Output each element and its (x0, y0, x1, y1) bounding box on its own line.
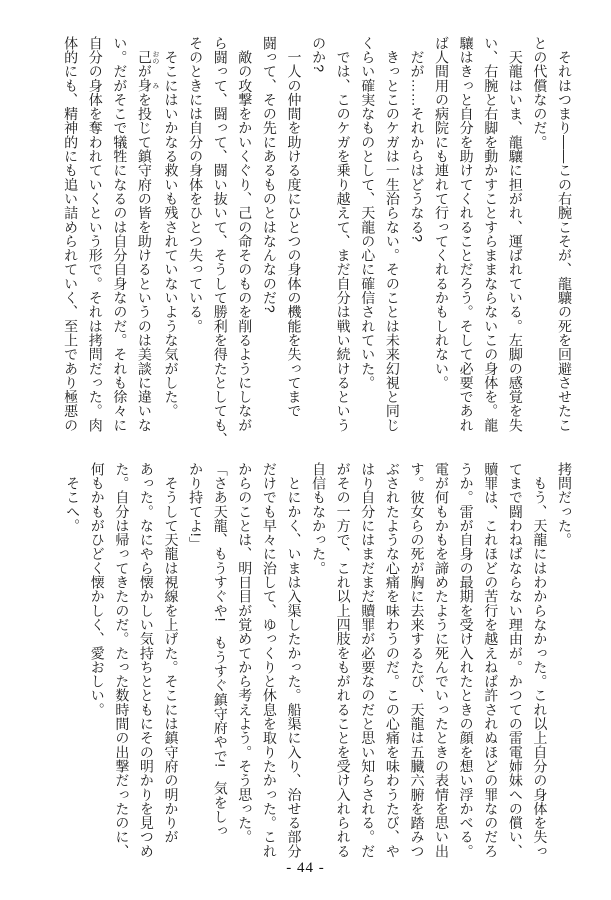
text-line: 己 おのが身 みを投じて鎮守府の皆を助けるというのは美談に違いな (136, 50, 159, 433)
text-line: そこにはいかなる救いも残されていないような気がした。 (163, 36, 180, 419)
text-line: た。自分は帰ってきたのだ。たった数時間の出撃だったのに、 (114, 462, 131, 859)
text-line: 驤はきっと自分を助けてくれることだろう。そして必要であれ (458, 36, 475, 433)
furigana-ruby: 身 み (136, 78, 159, 93)
text-line: そのときには自分の身体をひとつ失っている。 (188, 36, 205, 334)
text-line: はり自分にはまだまだ贖罪が必要なのだと思い知らされる。だ (360, 462, 377, 859)
text-line: い。だがそこで犠牲になるのは自分自身なのだ。それも徐々に (112, 36, 129, 433)
text-line: 体的にも、精神的にも追い詰められていく、至上であり極悪の (63, 36, 80, 433)
text-line: 贖罪は、これほどの苦行を越えねば許されぬほどの罪なのだろ (483, 462, 500, 859)
text-line: がその一方で、これ以上四肢をもがれることを受け入れられる (335, 462, 352, 859)
text-line: ば人間用の病院にも連れて行ってくれるかもしれない。 (434, 36, 451, 390)
text-line: 敵の攻撃をかいくぐり、己の命そのものを削るようにしなが (237, 36, 254, 433)
upper-text-block (59, 36, 577, 448)
text-line: ぶされたような心痛を味わうのだ。この心痛を味わうたび、や (384, 462, 401, 859)
text-line: くらい確実なものとして、天龍の心に確信されていた。 (360, 36, 377, 390)
text-line: もう、天龍にはわからなかった。これ以上自分の身体を失っ (532, 462, 549, 859)
text-line: 拷問だった。 (557, 462, 573, 547)
lower-text-block (61, 462, 577, 874)
text-line: のか? (311, 36, 328, 73)
text-line: だけでも早々に治して、ゆっくりと休息を取りたかった。これ (261, 462, 278, 859)
text-line: 「さあ天龍、もうすぐや! もうすぐ鎮守府やで! 気をしっ (212, 462, 229, 838)
text-line: きっとこのケガは一生治らない。そのことは未来幻視と同じ (384, 36, 401, 433)
text-line: では、このケガを乗り越えて、まだ自分は戦い続けるという (335, 36, 352, 433)
text-line: てまで闘わねばならない理由が。かつての雷電姉妹への償い、 (507, 462, 524, 859)
text-line: かり持てよ!」 (188, 462, 205, 551)
furigana-ruby: 己 おの (136, 50, 159, 65)
text-line: 自分の身体を奪われていくという形で。それは拷問だった。肉 (87, 36, 104, 433)
text-line: 闘って、その先にあるものとはなんなのだ? (261, 36, 278, 313)
page-number: - 44 - (286, 860, 325, 876)
text-line: そこへ。 (65, 462, 82, 533)
text-line: からのことは、明日目が覚めてから考えよう。そう思った。 (237, 462, 254, 845)
text-line: だが……それからはどうなる? (409, 36, 426, 243)
text-line: そうして天龍は視線を上げた。そこには鎮守府の明かりが (163, 462, 180, 845)
text-line: うか。雷が自身の最期を受け入れたときの顔を想い浮かべる。 (458, 462, 475, 859)
text-line: 自信もなかった。 (311, 462, 328, 576)
text-line: 天龍はいま、龍驤に担がれ、運ばれている。左脚の感覚を失 (507, 36, 524, 433)
text-line: い、右腕と右脚を動かすことすらままならないこの身体を。龍 (483, 36, 500, 433)
text-line: 一人の仲間を助ける度にひとつの身体の機能を失ってまで (286, 36, 303, 419)
text-line: 何もかもがひどく懐かしく、愛おしい。 (89, 462, 106, 717)
text-line: との代償なのだ。 (532, 36, 549, 150)
text-line: あった。なにやら懐かしい気持ちとともにその明かりを見つめ (138, 462, 155, 859)
text-line: とにかく、いまは入渠したかった。船渠に入り、治せる部分 (286, 462, 303, 859)
text-line: それはつまり――この右腕こそが、龍驤の死を回避させたこ (557, 36, 573, 433)
text-line: ら闘って、闘って、闘い抜いて、そうして勝利を得たとしても、 (212, 36, 229, 447)
text-line: 電が何もかもを諦めたように死んでいったときの表情を思い出 (434, 462, 451, 859)
text-line: す。彼女らの死が胸に去来するたび、天龍は五臓六腑を踏みつ (409, 462, 426, 859)
